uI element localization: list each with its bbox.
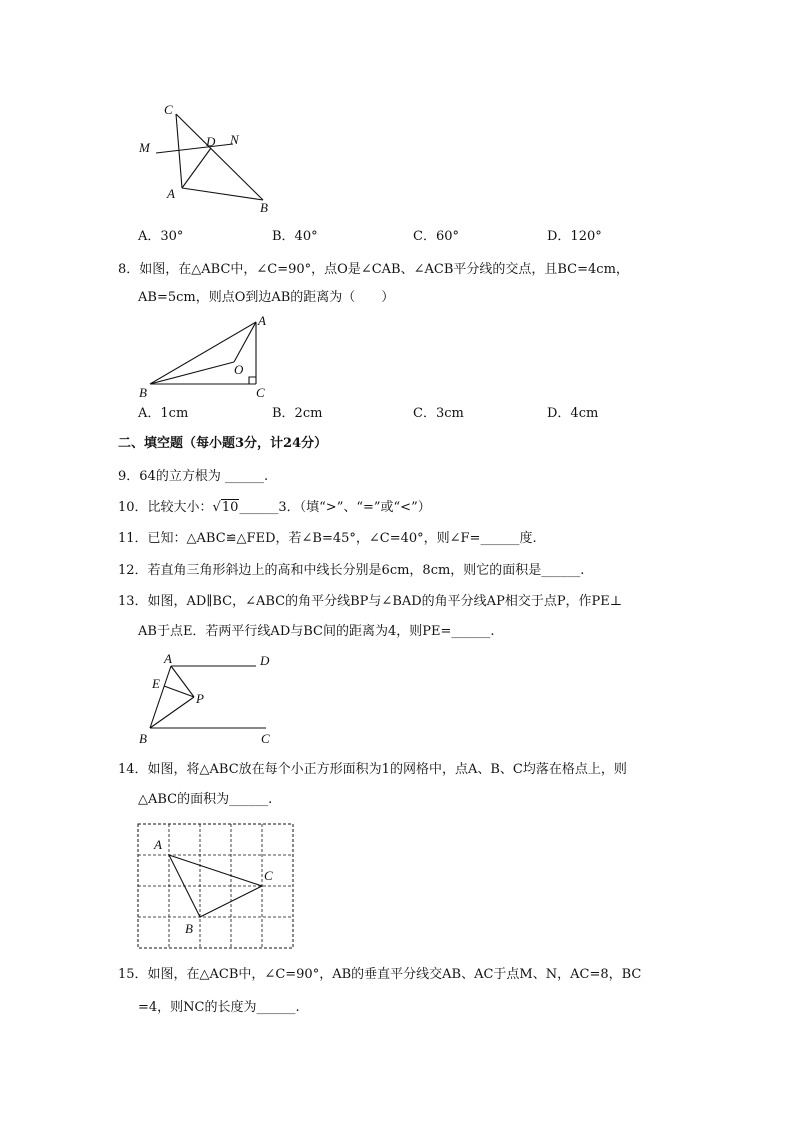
q14-label-c: C bbox=[264, 868, 273, 883]
q7-option-a: A．30° bbox=[138, 229, 184, 244]
q14-text-line2: △ABC的面积为______. bbox=[138, 792, 273, 807]
q8-figure bbox=[130, 312, 280, 402]
q15-text-line1: 15．如图，在△ACB中，∠C=90°，AB的垂直平分线交AB、AC于点M、N，AC=8，BC bbox=[118, 967, 642, 982]
q14-text-line1: 14．如图，将△ABC放在每个小正方形面积为1的网格中，点A、B、C均落在格点上，则 bbox=[118, 762, 627, 777]
q8-label-b: B bbox=[139, 385, 147, 400]
q13-label-d: D bbox=[260, 653, 270, 668]
q7-label-m: M bbox=[139, 140, 150, 155]
section-2-title: 二、填空题（每小题3分，计24分） bbox=[118, 436, 328, 451]
q14-label-b: B bbox=[185, 921, 193, 936]
q15-text-line2: =4，则NC的长度为______. bbox=[138, 1000, 300, 1015]
q9-text: 9．64的立方根为 ______. bbox=[118, 469, 269, 484]
q13-figure bbox=[130, 648, 290, 748]
q10-text bbox=[118, 500, 431, 516]
q8-label-o: O bbox=[234, 362, 244, 377]
q13-label-p: P bbox=[196, 691, 204, 706]
q11-text: 11．已知：△ABC≌△FED，若∠B=45°，∠C=40°，则∠F=______度. bbox=[118, 531, 537, 546]
q8-text-line2: AB=5cm，则点O到边AB的距离为（ ） bbox=[138, 290, 395, 305]
q8-label-a: A bbox=[258, 313, 266, 328]
q13-label-c: C bbox=[261, 731, 270, 746]
q7-option-c: C．60° bbox=[413, 229, 459, 244]
q7-label-n: N bbox=[230, 132, 239, 147]
sqrt-symbol: √ bbox=[212, 500, 221, 515]
q13-text-line2: AB于点E．若两平行线AD与BC间的距离为4，则PE=______. bbox=[138, 624, 495, 639]
q8-label-c: C bbox=[256, 385, 265, 400]
q7-option-b: B．40° bbox=[272, 229, 318, 244]
q7-label-b: B bbox=[260, 200, 268, 215]
q10-radicand: 10 bbox=[221, 500, 239, 515]
q10-suffix: ______3．（填“>”、“=”或“<”） bbox=[239, 500, 431, 515]
q7-figure bbox=[130, 100, 290, 215]
q13-label-b: B bbox=[139, 731, 147, 746]
q7-label-d: D bbox=[206, 134, 216, 149]
q13-label-e: E bbox=[152, 676, 160, 691]
q8-option-b: B．2cm bbox=[272, 406, 323, 421]
q7-label-c: C bbox=[164, 102, 173, 117]
q8-option-c: C．3cm bbox=[413, 406, 464, 421]
q14-label-a: A bbox=[154, 837, 162, 852]
q13-label-a: A bbox=[164, 651, 172, 666]
q7-option-d: D．120° bbox=[547, 229, 602, 244]
q7-label-a: A bbox=[167, 186, 175, 201]
q13-text-line1: 13．如图，AD∥BC，∠ABC的角平分线BP与∠BAD的角平分线AP相交于点P，作PE⊥ bbox=[118, 594, 623, 609]
q14-grid-figure bbox=[130, 816, 305, 956]
q8-option-d: D．4cm bbox=[547, 406, 599, 421]
q8-option-a: A．1cm bbox=[138, 406, 189, 421]
q10-prefix: 10．比较大小： bbox=[118, 500, 213, 515]
q12-text: 12．若直角三角形斜边上的高和中线长分别是6cm，8cm，则它的面积是______. bbox=[118, 563, 585, 578]
q8-text-line1: 8．如图，在△ABC中，∠C=90°，点O是∠CAB、∠ACB平分线的交点，且BC=4cm， bbox=[118, 262, 629, 277]
